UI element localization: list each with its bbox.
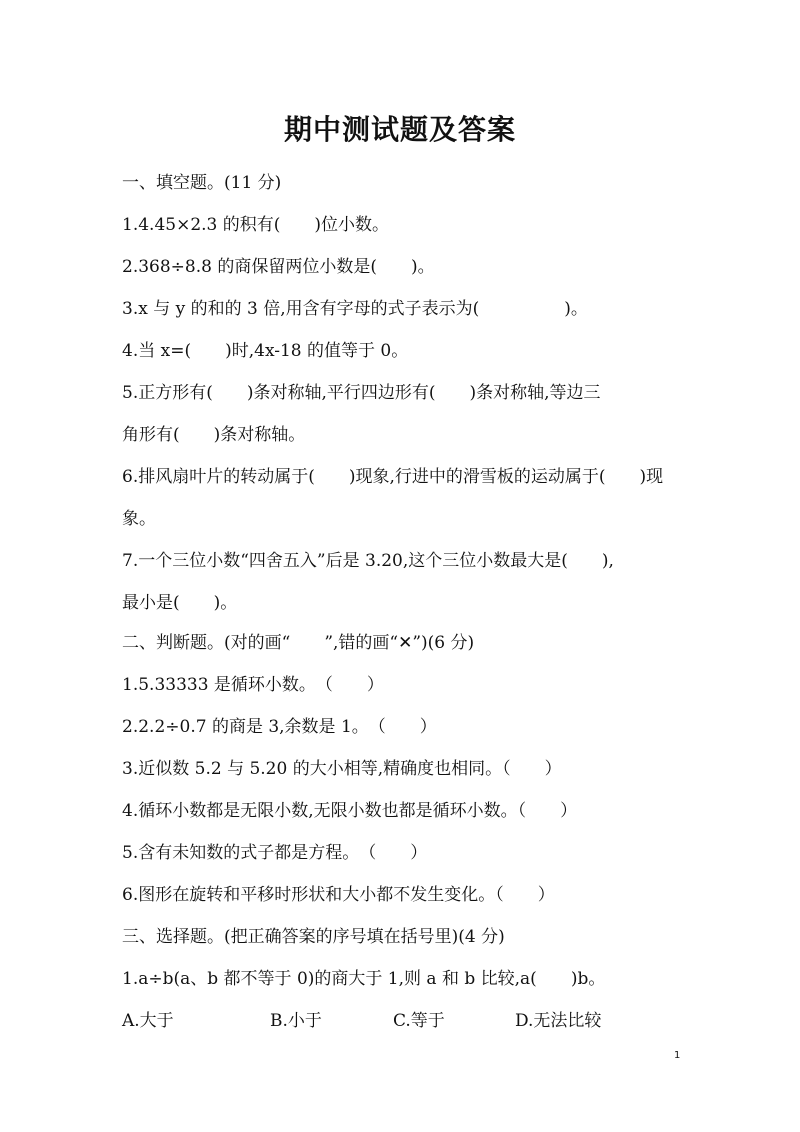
question-line: 4.当 x=( )时,4x-18 的值等于 0。 <box>122 341 409 361</box>
question-line: 7.一个三位小数“四舍五入”后是 3.20,这个三位小数最大是( ), <box>122 551 614 571</box>
question-line: 3.近似数 5.2 与 5.20 的大小相等,精确度也相同。（ ） <box>122 759 562 779</box>
question-line: 6.排风扇叶片的转动属于( )现象,行进中的滑雪板的运动属于( )现 <box>122 467 664 487</box>
choice-option-c: C.等于 <box>393 1011 445 1031</box>
question-line: 1.a÷b(a、b 都不等于 0)的商大于 1,则 a 和 b 比较,a( )b。 <box>122 969 606 989</box>
question-line: 3.x 与 y 的和的 3 倍,用含有字母的式子表示为( )。 <box>122 299 588 319</box>
question-line: 象。 <box>122 509 156 529</box>
section-heading-true-false: 二、判断题。(对的画“ ”,错的画“✕”)(6 分) <box>122 633 475 653</box>
section-heading-multiple-choice: 三、选择题。(把正确答案的序号填在括号里)(4 分) <box>122 927 505 947</box>
question-line: 1.4.45×2.3 的积有( )位小数。 <box>122 215 390 235</box>
question-line: 角形有( )条对称轴。 <box>122 425 306 445</box>
question-line: 2.368÷8.8 的商保留两位小数是( )。 <box>122 257 435 277</box>
page-title: 期中测试题及答案 <box>283 113 516 146</box>
question-line: 最小是( )。 <box>122 593 238 613</box>
question-line: 4.循环小数都是无限小数,无限小数也都是循环小数。（ ） <box>122 801 578 821</box>
choice-option-b: B.小于 <box>270 1011 322 1031</box>
choice-option-a: A.大于 <box>122 1011 174 1031</box>
question-line: 5.正方形有( )条对称轴,平行四边形有( )条对称轴,等边三 <box>122 383 601 403</box>
question-line: 5.含有未知数的式子都是方程。 （ ） <box>122 843 428 863</box>
section-heading-fill-blank: 一、填空题。(11 分) <box>122 173 282 193</box>
question-line: 2.2.2÷0.7 的商是 3,余数是 1。 （ ） <box>122 717 437 737</box>
choice-option-d: D.无法比较 <box>515 1011 602 1031</box>
page-number: 1 <box>674 1050 681 1061</box>
question-line: 1.5.33333 是循环小数。 （ ） <box>122 675 384 695</box>
question-line: 6.图形在旋转和平移时形状和大小都不发生变化。（ ） <box>122 885 555 905</box>
